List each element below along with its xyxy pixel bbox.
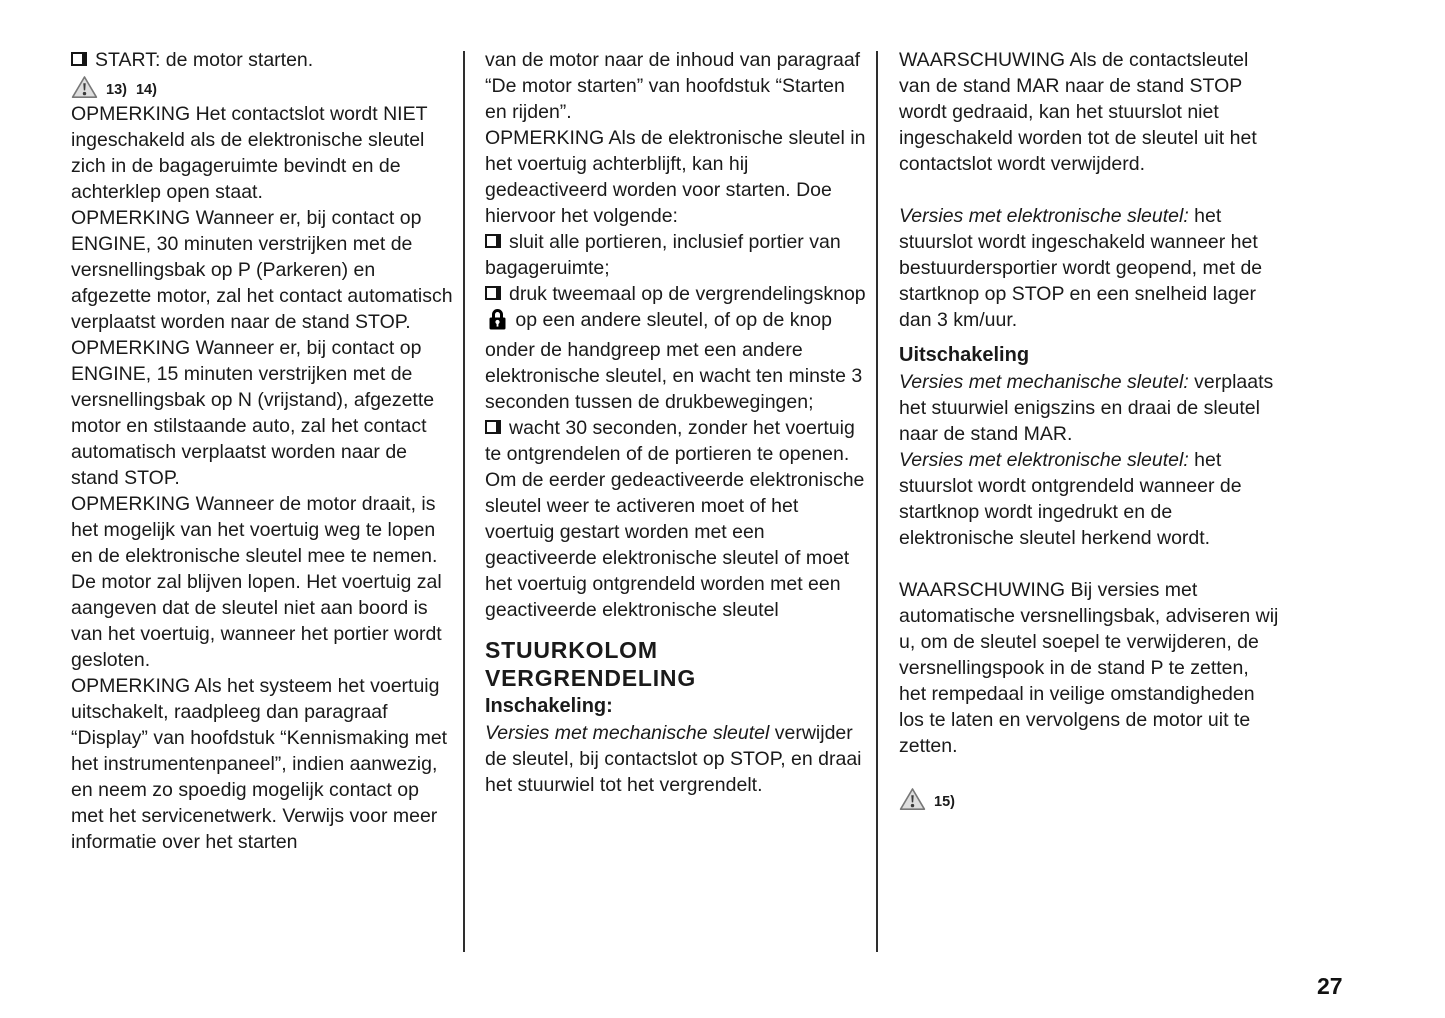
text-segment: OPMERKING Als de elektronische sleutel in het voertuig achterblijft, kan hij gedeactiveerd worden voor starten. Doe hiervoor het volgende: <box>485 127 866 227</box>
warning-ref-number: 13) <box>106 81 127 98</box>
square-bullet-icon <box>485 286 501 300</box>
text-segment: OPMERKING Wanneer er, bij contact op ENGINE, 15 minuten verstrijken met de versnellingsbak op N (vrijstand), afgezette motor en stilstaande auto, zal het contact automatisch verplaatst worden naar de stand STOP. <box>71 337 435 489</box>
text-segment: verwijder de sleutel, bij contactslot op STOP, en draai het stuurwiel tot het vergrendelt. <box>485 722 862 796</box>
text-segment: wacht 30 seconden, zonder het voertuig te ontgrendelen of de portieren te openen. <box>485 417 855 465</box>
text-segment: STUURKOLOM VERGRENDELING <box>485 637 697 691</box>
text-segment: het stuurslot wordt ontgrendeld wanneer de startknop wordt ingedrukt en de elektronische sleutel herkend wordt. <box>899 449 1242 549</box>
text-segment: Versies met elektronische sleutel: <box>899 449 1189 471</box>
paragraph <box>899 577 1281 759</box>
text-segment: druk tweemaal op de vergrendelingsknop <box>509 283 866 305</box>
warning-ref-number: 15) <box>934 793 955 810</box>
paragraph <box>899 203 1281 333</box>
paragraph <box>71 673 453 855</box>
text-segment: OPMERKING Wanneer er, bij contact op ENGINE, 30 minuten verstrijken met de versnellingsbak op P (Parkeren) en afgezette motor, zal het contact automatisch verplaatst worden naar de stand STOP. <box>71 207 453 333</box>
lock-icon <box>488 307 507 337</box>
paragraph <box>485 720 867 798</box>
sub-heading <box>485 693 867 720</box>
text-segment: het stuurslot wordt ingeschakeld wanneer het bestuurdersportier wordt geopend, met de startknop op STOP en een snelheid lager dan 3 km/uur. <box>899 205 1263 331</box>
text-segment: sluit alle portieren, inclusief portier van bagageruimte; <box>485 231 841 279</box>
page-number: 27 <box>1317 973 1343 999</box>
square-bullet-icon <box>485 420 501 434</box>
paragraph <box>71 335 453 491</box>
paragraph <box>485 47 867 125</box>
text-segment: op een andere sleutel, of op de knop onder de handgreep met een andere elektronische sleutel, en wacht ten minste 3 seconden tussen de drukbewegingen; <box>485 309 863 413</box>
square-bullet-icon <box>71 52 87 66</box>
bullet-item <box>485 229 867 281</box>
text-segment: WAARSCHUWING Als de contactsleutel van de stand MAR naar de stand STOP wordt gedraaid, kan het stuurslot niet ingeschakeld worden tot de sleutel uit het contactslot wordt verwijderd. <box>899 49 1257 175</box>
paragraph <box>899 47 1281 177</box>
column-divider-2 <box>876 51 878 952</box>
square-bullet-icon <box>485 234 501 248</box>
warning-triangle-icon <box>71 75 98 99</box>
text-segment: START: de motor starten. <box>95 49 314 71</box>
text-segment: Versies met mechanische sleutel: <box>899 371 1189 393</box>
paragraph <box>899 447 1281 551</box>
paragraph <box>71 101 453 205</box>
bullet-item <box>485 281 867 415</box>
paragraph <box>899 369 1281 447</box>
sub-heading <box>899 342 1281 369</box>
text-segment: WAARSCHUWING Bij versies met automatische versnellingsbak, adviseren wij u, om de sleutel soepel te verwijderen, de versnellingspook in de stand P te zetten, het rempedaal in veilige omstandigheden los te laten en vervolgens de motor uit te zetten. <box>899 579 1279 757</box>
section-heading <box>485 636 815 692</box>
paragraph <box>485 125 867 229</box>
warning-refs <box>71 73 453 101</box>
column-1 <box>71 47 453 855</box>
text-segment: Om de eerder gedeactiveerde elektronische sleutel weer te activeren moet of het voertuig gestart worden met een geactiveerde elektronische sleutel of moet het voertuig ontgrendeld worden met een geactiveerde elektronische sleutel <box>485 469 865 621</box>
bullet-item <box>485 415 867 467</box>
paragraph <box>485 467 867 623</box>
warning-ref-number: 14) <box>135 81 157 98</box>
text-segment: verplaats het stuurwiel enigszins en draai de sleutel naar de stand MAR. <box>899 371 1274 445</box>
paragraph <box>71 491 453 673</box>
column-3 <box>899 47 1281 813</box>
paragraph <box>71 205 453 335</box>
text-segment: OPMERKING Het contactslot wordt NIET ingeschakeld als de elektronische sleutel zich in de bagageruimte bevindt en de achterklep open staat. <box>71 103 428 203</box>
bullet-item <box>71 47 453 73</box>
warning-refs <box>899 785 1281 813</box>
text-segment: OPMERKING Als het systeem het voertuig uitschakelt, raadpleeg dan paragraaf “Display” van hoofdstuk “Kennismaking met het instrumentenpaneel”, indien aanwezig, en neem zo spoedig mogelijk contact op met het servicenetwerk. Verwijs voor meer informatie over het starten <box>71 675 448 853</box>
column-2 <box>485 47 867 798</box>
column-divider-1 <box>463 51 465 952</box>
text-segment: Uitschakeling <box>899 344 1030 366</box>
text-segment: OPMERKING Wanneer de motor draait, is het mogelijk van het voertuig weg te lopen en de elektronische sleutel mee te nemen. De motor zal blijven lopen. Het voertuig zal aangeven dat de sleutel niet aan boord is van het voertuig, wanneer het portier wordt gesloten. <box>71 493 442 671</box>
text-segment: Versies met mechanische sleutel <box>485 722 770 744</box>
text-segment: Versies met elektronische sleutel: <box>899 205 1189 227</box>
text-segment: van de motor naar de inhoud van paragraaf “De motor starten” van hoofdstuk “Starten en rijden”. <box>485 49 861 123</box>
warning-triangle-icon <box>899 787 926 811</box>
text-segment: Inschakeling: <box>485 695 613 717</box>
